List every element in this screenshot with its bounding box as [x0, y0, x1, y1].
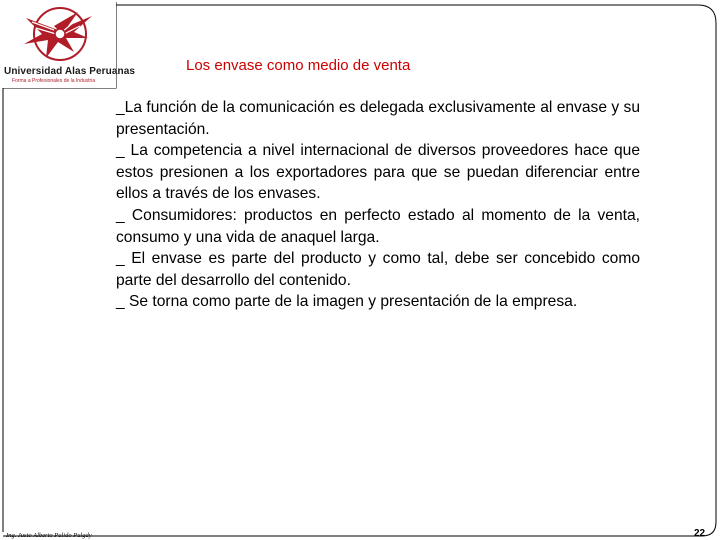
footer-author: Ing. Justo Alberto Pulido Pulgdy — [6, 532, 92, 539]
university-tagline: Forma a Profesionales de la Industria — [12, 78, 96, 84]
university-name: Universidad Alas Peruanas — [4, 66, 136, 77]
bullet-paragraph: _ Se torna como parte de la imagen y presentación de la empresa. — [116, 293, 578, 311]
page-number: 22 — [694, 528, 706, 539]
bullet-paragraph: _ La competencia a nivel internacional de diversos proveedores hace que estos presionen a los exportadores para que se puedan diferenciar entre ellos a través de los envases. — [116, 142, 640, 203]
winged-emblem-icon — [18, 4, 98, 66]
university-logo — [0, 2, 136, 88]
bullet-paragraph: _ El envase es parte del producto y como tal, debe ser concebido como parte del desarrollo del contenido. — [116, 250, 640, 289]
slide-title: Los envase como medio de venta — [186, 57, 411, 74]
bullet-paragraph: _ Consumidores: productos en perfecto estado al momento de la venta, consumo y una vida de anaquel larga. — [116, 206, 640, 246]
bullet-paragraph: _La función de la comunicación es delegada exclusivamente al envase y su presentación. — [116, 99, 640, 138]
slide-body — [116, 97, 640, 313]
